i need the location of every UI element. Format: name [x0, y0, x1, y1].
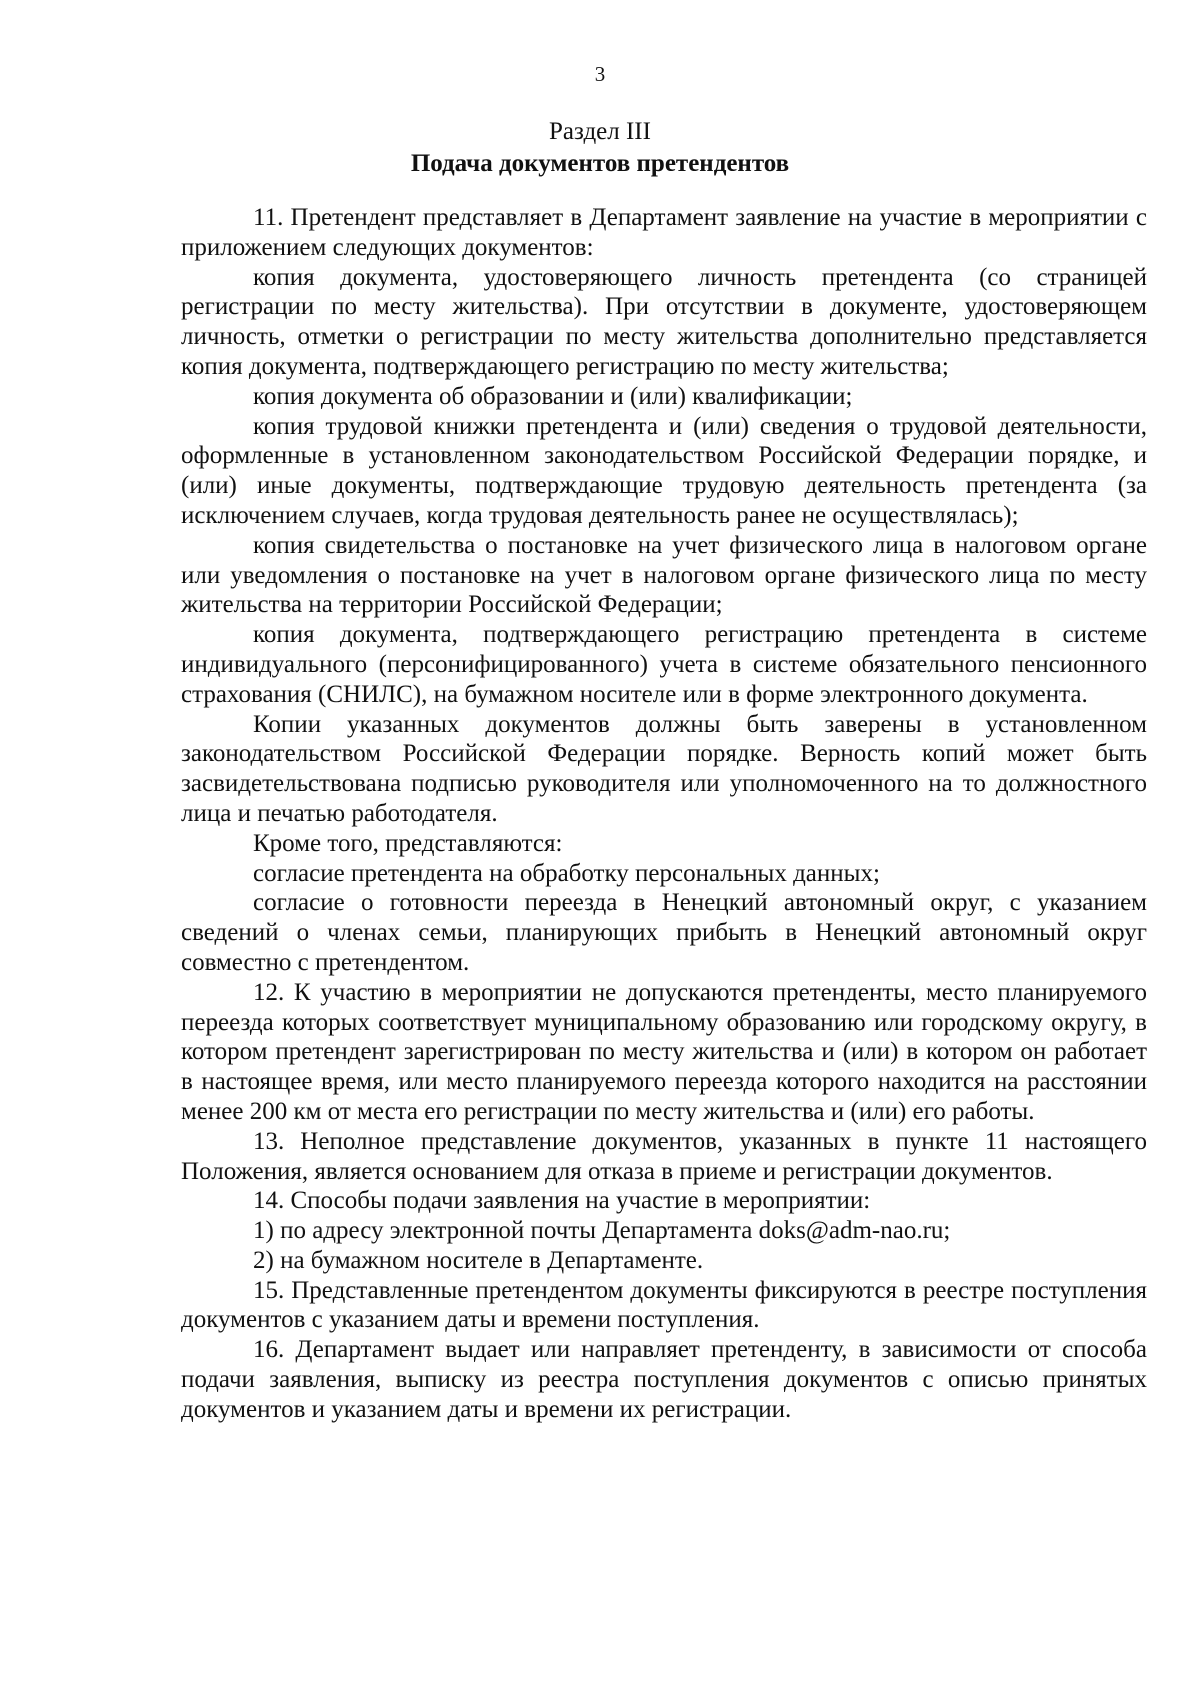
paragraph-item-15: 15. Представленные претендентом документы фиксируются в реестре поступления документов с указанием даты и времени поступления.: [181, 1276, 1147, 1334]
paragraph-submission-email: 1) по адресу электронной почты Департамента doks@adm-nao.ru;: [253, 1217, 951, 1245]
section-title: Подача документов претендентов: [410, 150, 790, 177]
paragraph-education-document: копия документа об образовании и (или) квалификации;: [253, 382, 853, 410]
paragraph-additionally-submitted: Кроме того, представляются:: [253, 829, 563, 857]
paragraph-identity-document: копия документа, удостоверяющего личность претендента (со страницей регистрации по месту жительства). При отсутствии в документе, удостоверяющем личность, отметки о регистрации по месту жительства дополнительно представляется копия документа, подтверждающего регистрацию по месту жительства;: [181, 263, 1147, 380]
paragraph-personal-data-consent: согласие претендента на обработку персональных данных;: [253, 859, 880, 887]
paragraph-snils-document: копия документа, подтверждающего регистрацию претендента в системе индивидуального (персонифицированного) учета в системе обязательного пенсионного страхования (СНИЛС), на бумажном носителе или в форме электронного документа.: [181, 621, 1147, 708]
document-body: [181, 203, 1147, 1425]
paragraph-item-13: 13. Неполное представление документов, указанных в пункте 11 настоящего Положения, является основанием для отказа в приеме и регистрации документов.: [181, 1127, 1147, 1185]
paragraph-item-11: 11. Претендент представляет в Департамент заявление на участие в мероприятии с приложением следующих документов:: [181, 204, 1147, 261]
page-number: 3: [594, 62, 606, 86]
paragraph-tax-certificate: копия свидетельства о постановке на учет физического лица в налоговом органе или уведомления о постановке на учет в налоговом органе физического лица по месту жительства на территории Российской Федерации;: [181, 531, 1147, 619]
paragraph-item-12: 12. К участию в мероприятии не допускаются претенденты, место планируемого переезда которых соответствует муниципальному образованию или городскому округу, в котором претендент зарегистрирован по месту жительства и (или) в котором он работает в настоящее время, или место планируемого переезда которого находится на расстоянии менее 200 км от места его регистрации по месту жительства и (или) его работы.: [181, 978, 1147, 1125]
paragraph-copy-certification: Копии указанных документов должны быть заверены в установленном законодательством Российской Федерации порядке. Верность копий может быть засвидетельствована подписью руководителя или уполномоченного на то должностного лица и печатью работодателя.: [181, 710, 1147, 827]
section-label: Раздел III: [549, 118, 651, 145]
paragraph-submission-paper: 2) на бумажном носителе в Департаменте.: [253, 1246, 704, 1274]
paragraph-item-14: 14. Способы подачи заявления на участие в мероприятии:: [253, 1187, 871, 1215]
paragraph-item-16: 16. Департамент выдает или направляет претенденту, в зависимости от способа подачи заявления, выписку из реестра поступления документов с описью принятых документов и указанием даты и времени их регистрации.: [181, 1336, 1147, 1423]
paragraph-relocation-consent: согласие о готовности переезда в Ненецкий автономный округ, с указанием сведений о членах семьи, планирующих прибыть в Ненецкий автономный округ совместно с претендентом.: [181, 889, 1147, 976]
paragraph-employment-record: копия трудовой книжки претендента и (или) сведения о трудовой деятельности, оформленные в установленном законодательством Российской Федерации порядке, и (или) иные документы, подтверждающие трудовую деятельность претендента (за исключением случаев, когда трудовая деятельность ранее не осуществлялась);: [181, 412, 1147, 529]
